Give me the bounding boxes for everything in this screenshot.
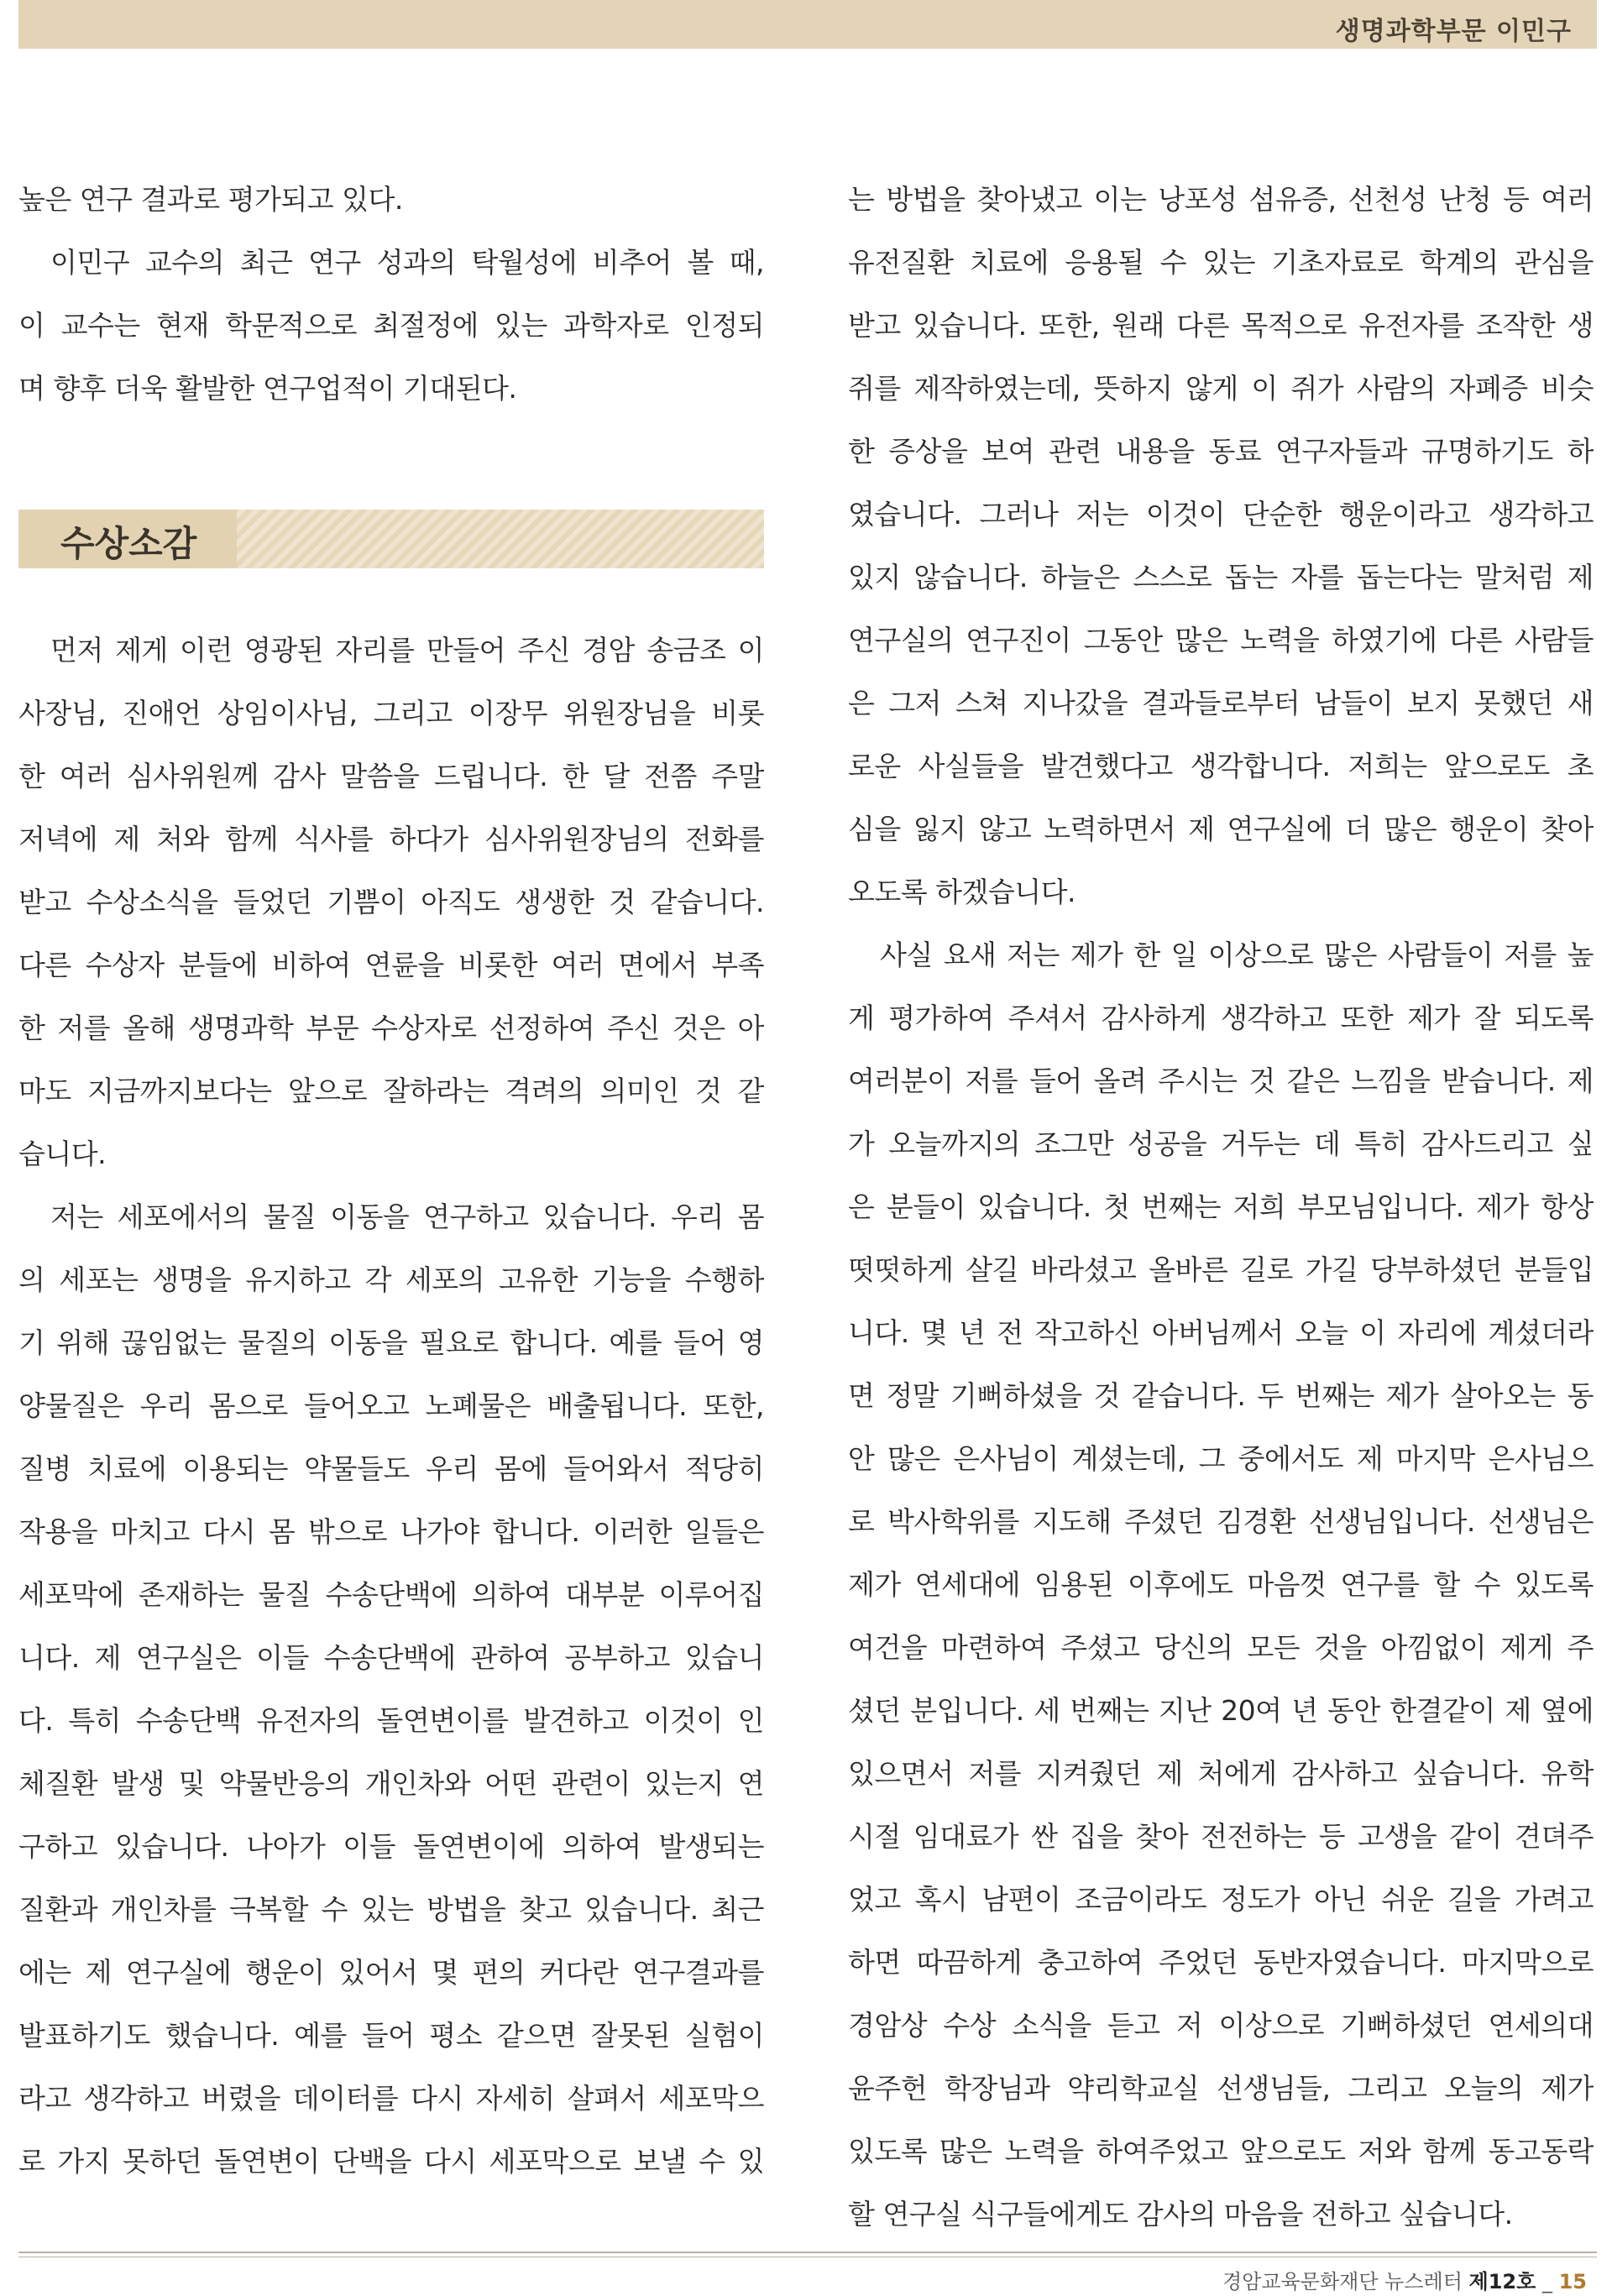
text-line: 저는 세포에서의 물질 이동을 연구하고 있습니다. 우리 몸 <box>50 1200 764 1233</box>
footer-issue: 제12호 <box>1468 2270 1536 2293</box>
section-heading-bar <box>18 510 764 568</box>
text-line: 심을 잃지 않고 노력하면서 제 연구실에 더 많은 행운이 찾아 <box>848 813 1594 845</box>
text-line: 다른 수상자 분들에 비하여 연륜을 비롯한 여러 면에서 부족 <box>18 949 764 981</box>
text-line: 라고 생각하고 버렸을 데이터를 다시 자세히 살펴서 세포막으 <box>18 2082 764 2115</box>
text-line: 셨던 분입니다. 세 번째는 지난 20여 년 동안 한결같이 제 옆에 <box>848 1694 1594 1727</box>
footer-publication: 경암교육문화재단 뉴스레터 <box>1222 2270 1463 2293</box>
text-line: 었고 혹시 남편이 조금이라도 정도가 아닌 쉬운 길을 가려고 <box>848 1883 1594 1916</box>
text-line: 세포막에 존재하는 물질 수송단백에 의하여 대부분 이루어집 <box>18 1578 764 1611</box>
text-line: 는 방법을 찾아냈고 이는 낭포성 섬유증, 선천성 난청 등 여러 <box>848 183 1594 216</box>
text-line: 니다. 제 연구실은 이들 수송단백에 관하여 공부하고 있습니 <box>18 1641 764 1674</box>
text-line: 에는 제 연구실에 행운이 있어서 몇 편의 커다란 연구결과를 <box>18 1956 764 1989</box>
text-line: 마도 지금까지보다는 앞으로 잘하라는 격려의 의미인 것 같 <box>18 1075 764 1107</box>
text-line: 은 분들이 있습니다. 첫 번째는 저희 부모님입니다. 제가 항상 <box>848 1190 1594 1223</box>
section-heading-award-speech: 수상소감 <box>60 523 197 564</box>
text-line: 있도록 많은 노력을 하여주었고 앞으로도 저와 함께 동고동락 <box>848 2135 1594 2168</box>
text-line: 니다. 몇 년 전 작고하신 아버님께서 오늘 이 자리에 계셨더라 <box>848 1316 1594 1349</box>
text-line: 하면 따끔하게 충고하여 주었던 동반자였습니다. 마지막으로 <box>848 1946 1594 1979</box>
text-line: 구하고 있습니다. 나아가 이들 돌연변이에 의하여 발생되는 <box>18 1830 764 1863</box>
text-line: 먼저 제게 이런 영광된 자리를 만들어 주신 경암 송금조 이 <box>50 634 764 667</box>
text-line: 작용을 마치고 다시 몸 밖으로 나가야 합니다. 이러한 일들은 <box>18 1515 764 1548</box>
text-line: 면 정말 기뻐하셨을 것 같습니다. 두 번째는 제가 살아오는 동 <box>848 1379 1594 1412</box>
left-column <box>18 168 764 2193</box>
text-line: 발표하기도 했습니다. 예를 들어 평소 같으면 잘못된 실험이 <box>18 2019 764 2052</box>
text-line: 여건을 마련하여 주셨고 당신의 모든 것을 아낌없이 제게 주 <box>848 1631 1594 1664</box>
text-line: 윤주헌 학장님과 약리학교실 선생님들, 그리고 오늘의 제가 <box>848 2072 1594 2105</box>
text-line: 안 많은 은사님이 계셨는데, 그 중에서도 제 마지막 은사님으 <box>848 1442 1594 1475</box>
right-column <box>848 168 1594 2246</box>
text-line: 쥐를 제작하였는데, 뜻하지 않게 이 쥐가 사람의 자폐증 비슷 <box>848 372 1594 405</box>
text-line: 였습니다. 그러나 저는 이것이 단순한 행운이라고 생각하고 <box>848 498 1594 531</box>
text-line: 제가 연세대에 임용된 이후에도 마음껏 연구를 할 수 있도록 <box>848 1568 1594 1601</box>
text-line: 여러분이 저를 들어 올려 주시는 것 같은 느낌을 받습니다. 제 <box>848 1064 1594 1097</box>
text-line: 이민구 교수의 최근 연구 성과의 탁월성에 비추어 볼 때, <box>50 246 764 279</box>
text-line: 한 증상을 보여 관련 내용을 동료 연구자들과 규명하기도 하 <box>848 435 1594 468</box>
text-line: 가 오늘까지의 조그만 성공을 거두는 데 특히 감사드리고 싶 <box>848 1127 1594 1160</box>
page-number: 15 <box>1558 2270 1587 2293</box>
text-line: 기 위해 끊임없는 물질의 이동을 필요로 합니다. 예를 들어 영 <box>18 1326 764 1359</box>
text-line: 연구실의 연구진이 그동안 많은 노력을 하였기에 다른 사람들 <box>848 624 1594 656</box>
text-line: 의 세포는 생명을 유지하고 각 세포의 고유한 기능을 수행하 <box>18 1263 764 1296</box>
text-line: 받고 있습니다. 또한, 원래 다른 목적으로 유전자를 조작한 생 <box>848 309 1594 342</box>
text-line: 사실 요새 저는 제가 한 일 이상으로 많은 사람들이 저를 높 <box>880 939 1594 971</box>
text-line: 양물질은 우리 몸으로 들어오고 노폐물은 배출됩니다. 또한, <box>18 1389 764 1422</box>
text-line: 이 교수는 현재 학문적으로 최절정에 있는 과학자로 인정되 <box>18 309 764 342</box>
text-line: 사장님, 진애언 상임이사님, 그리고 이장무 위원장님을 비롯 <box>18 697 764 730</box>
text-line: 게 평가하여 주셔서 감사하게 생각하고 또한 제가 잘 되도록 <box>848 1002 1594 1034</box>
text-line: 체질환 발생 및 약물반응의 개인차와 어떤 관련이 있는지 연 <box>18 1767 764 1800</box>
text-line: 다. 특히 수송단백 유전자의 돌연변이를 발견하고 이것이 인 <box>18 1704 764 1737</box>
text-line: 높은 연구 결과로 평가되고 있다. <box>18 183 403 216</box>
text-line: 있지 않습니다. 하늘은 스스로 돕는 자를 돕는다는 말처럼 제 <box>848 561 1594 594</box>
text-line: 저녁에 제 처와 함께 식사를 하다가 심사위원장님의 전화를 <box>18 823 764 855</box>
footer-rule-top <box>18 2252 1597 2253</box>
footer <box>1222 2265 1587 2294</box>
text-line: 받고 수상소식을 들었던 기쁨이 아직도 생생한 것 같습니다. <box>18 886 764 918</box>
text-line: 로 박사학위를 지도해 주셨던 김경환 선생님입니다. 선생님은 <box>848 1505 1594 1538</box>
text-line: 떳떳하게 살길 바라셨고 올바른 길로 가길 당부하셨던 분들입 <box>848 1253 1594 1286</box>
text-line: 시절 임대료가 싼 집을 찾아 전전하는 등 고생을 같이 견뎌주 <box>848 1820 1594 1853</box>
text-line: 습니다. <box>18 1138 107 1170</box>
text-line: 로운 사실들을 발견했다고 생각합니다. 저희는 앞으로도 초 <box>848 750 1594 782</box>
text-line: 질환과 개인차를 극복할 수 있는 방법을 찾고 있습니다. 최근 <box>18 1893 764 1926</box>
text-line: 유전질환 치료에 응용될 수 있는 기초자료로 학계의 관심을 <box>848 246 1594 279</box>
section-header-title: 생명과학부문 이민구 <box>1335 17 1572 46</box>
header-bar <box>18 0 1597 49</box>
text-line: 은 그저 스쳐 지나갔을 결과들로부터 남들이 보지 못했던 새 <box>848 687 1594 719</box>
footer-separator: _ <box>1541 2270 1552 2293</box>
text-line: 경암상 수상 소식을 듣고 저 이상으로 기뻐하셨던 연세의대 <box>848 2009 1594 2042</box>
text-line: 할 연구실 식구들에게도 감사의 마음을 전하고 싶습니다. <box>848 2198 1513 2231</box>
text-line: 질병 치료에 이용되는 약물들도 우리 몸에 들어와서 적당히 <box>18 1452 764 1485</box>
text-line: 한 여러 심사위원께 감사 말씀을 드립니다. 한 달 전쯤 주말 <box>18 760 764 792</box>
text-line: 오도록 하겠습니다. <box>848 876 1076 908</box>
text-line: 로 가지 못하던 돌연변이 단백을 다시 세포막으로 보낼 수 있 <box>18 2145 764 2178</box>
text-line: 있으면서 저를 지켜줬던 제 처에게 감사하고 싶습니다. 유학 <box>848 1757 1594 1790</box>
text-line: 한 저를 올해 생명과학 부문 수상자로 선정하여 주신 것은 아 <box>18 1012 764 1044</box>
text-line: 며 향후 더욱 활발한 연구업적이 기대된다. <box>18 372 517 405</box>
